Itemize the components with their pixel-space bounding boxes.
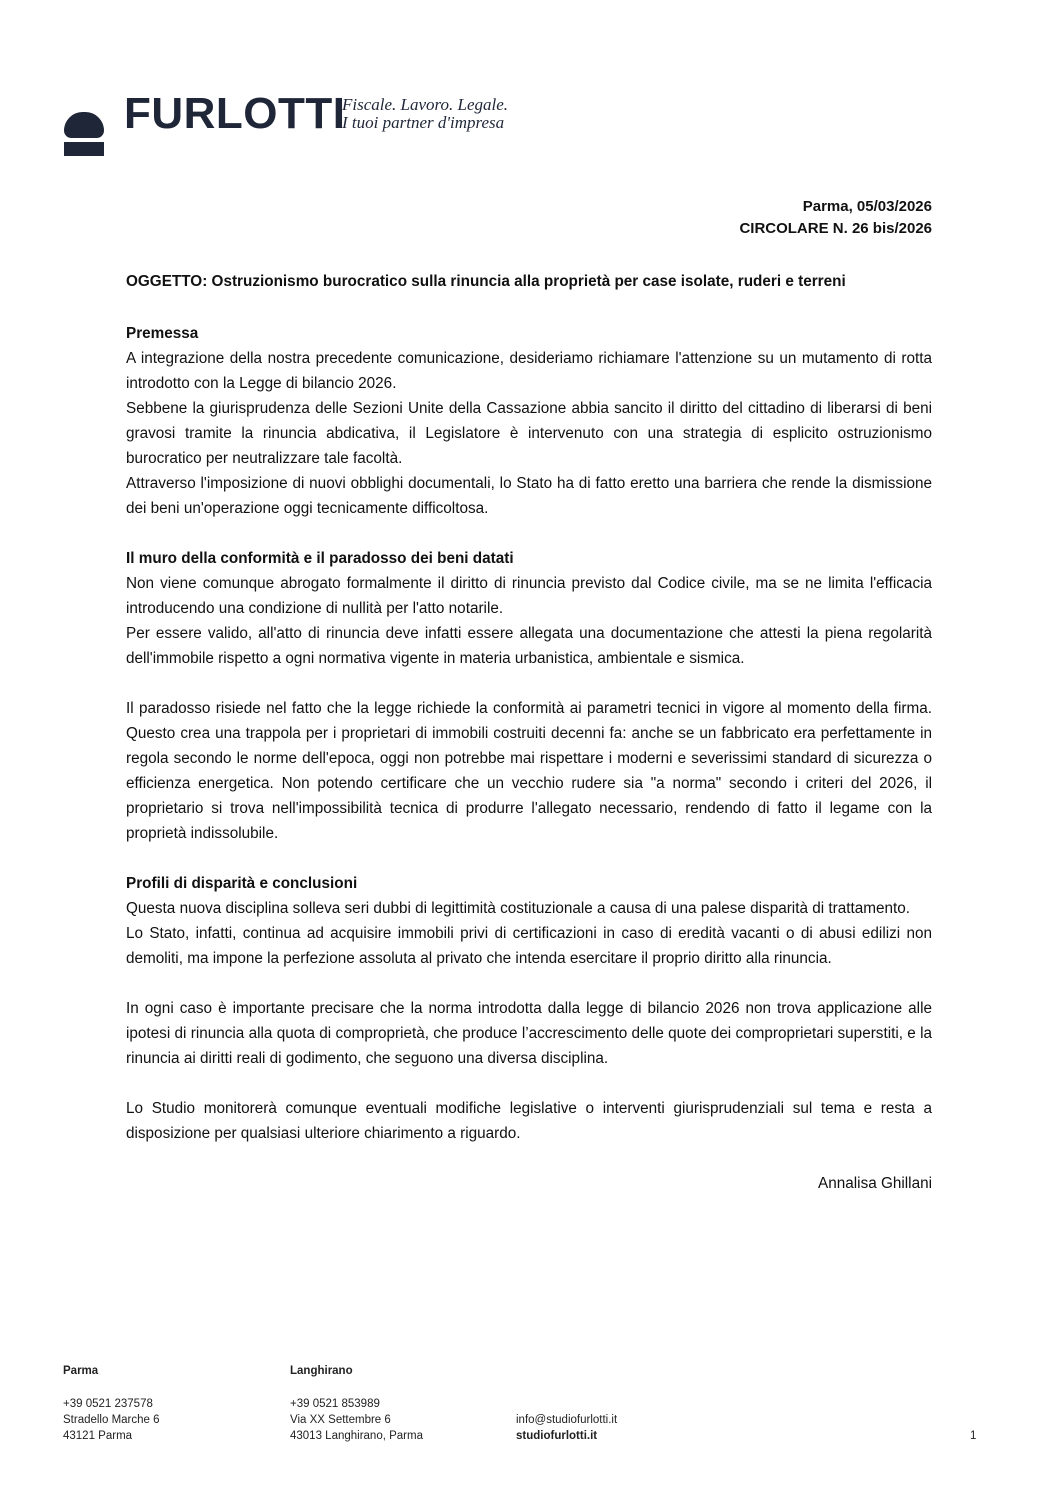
section-title: Il muro della conformità e il paradosso dei beni datati [126, 550, 514, 567]
logo-circle-shape [64, 112, 104, 138]
office-postal: 43013 Langhirano, Parma [290, 1430, 423, 1442]
office-address: Via XX Settembre 6 [290, 1414, 391, 1426]
section-muro-conformita [126, 546, 932, 846]
office-address: Stradello Marche 6 [63, 1414, 160, 1426]
office-phone[interactable]: +39 0521 853989 [290, 1398, 380, 1410]
paragraph: Lo Stato, infatti, continua ad acquisire immobili privi di certificazioni in caso di eredità vacanti o di abusi edilizi non demoliti, ma impone la perfezione assoluta al privato che intenda esercitare il proprio diritto alla rinuncia. [126, 925, 932, 967]
contact-info [516, 1412, 617, 1444]
company-logo [64, 116, 124, 142]
paragraph: A integrazione della nostra precedente comunicazione, desideriamo richiamare l'attenzione su un mutamento di rotta introdotto con la Legge di bilancio 2026. [126, 350, 932, 392]
paragraph: Per essere valido, all'atto di rinuncia deve infatti essere allegata una documentazione che attesti la piena regolarità dell'immobile rispetto a ogni normativa vigente in materia urbanistica, ambientale e sismica. [126, 625, 932, 667]
paragraph: Questa nuova disciplina solleva seri dubbi di legittimità costituzionale a causa di una palese disparità di trattamento. [126, 900, 910, 917]
closing-paragraph: Lo Studio monitorerà comunque eventuali modifiche legislative o interventi giurisprudenziali sul tema e resta a disposizione per qualsiasi ulteriore chiarimento a riguardo. [126, 1100, 932, 1142]
document-body [126, 269, 932, 1211]
paragraph: Sebbene la giurisprudenza delle Sezioni Unite della Cassazione abbia sancito il diritto del cittadino di liberarsi di beni gravosi tramite la rinuncia abdicativa, il Legislatore è intervenuto con una strategia di esplicito ostruzionismo burocratico per neutralizzare tale facoltà. [126, 400, 932, 467]
section-premessa [126, 321, 932, 521]
tagline-line-1: Fiscale. Lavoro. Legale. [342, 95, 509, 114]
website-link[interactable]: studiofurlotti.it [516, 1430, 598, 1442]
closing-paragraph: In ogni caso è importante precisare che la norma introdotta dalla legge di bilancio 2026 non trova applicazione alle ipotesi di rinuncia alla quota di comproprietà, che produce l’accrescimento delle quote dei comproprietari superstiti, e la rinuncia ai diritti reali di godimento, che seguono una diversa disciplina. [126, 1000, 932, 1067]
paragraph: Il paradosso risiede nel fatto che la legge richiede la conformità ai parametri tecnici in vigore al momento della firma. Questo crea una trappola per i proprietari di immobili costruiti decenni fa: anche se un fabbricato era perfettamente in regola secondo le norme dell'epoca, oggi non potrebbe mai rispettare i moderni e severissimi standard di sicurezza o efficienza energetica. Non potendo certificare che un vecchio rudere sia "a norma" secondo i criteri del 2026, il proprietario si trova nell'impossibilità tecnica di produrre l'allegato necessario, rendendo di fatto il legame con la proprietà indissolubile. [126, 700, 932, 842]
paragraph: Non viene comunque abrogato formalmente il diritto di rinuncia previsto dal Codice civile, ma se ne limita l'efficacia introducendo una condizione di nullità per l'atto notarile. [126, 575, 932, 617]
office-postal: 43121 Parma [63, 1430, 133, 1442]
section-title: Profili di disparità e conclusioni [126, 875, 358, 892]
subject-line: OGGETTO: Ostruzionismo burocratico sulla rinuncia alla proprietà per case isolate, ruderi e terreni [126, 273, 846, 290]
paragraph: Attraverso l'imposizione di nuovi obblighi documentali, lo Stato ha di fatto eretto una barriera che rende la dismissione dei beni un'operazione oggi tecnicamente difficoltosa. [126, 475, 932, 517]
tagline-line-2: I tuoi partner d'impresa [342, 113, 505, 132]
office-langhirano [290, 1363, 423, 1444]
office-phone[interactable]: +39 0521 237578 [63, 1398, 153, 1410]
signature: Annalisa Ghillani [818, 1175, 932, 1192]
office-city: Parma [63, 1365, 99, 1377]
brand-tagline [342, 96, 508, 132]
section-disparita-conclusioni [126, 871, 932, 971]
document-meta [739, 196, 932, 240]
place-date: Parma, 05/03/2026 [802, 198, 932, 215]
furlotti-logo-mark-icon [64, 116, 104, 142]
circular-number: CIRCOLARE N. 26 bis/2026 [739, 220, 932, 237]
office-city: Langhirano [290, 1365, 353, 1377]
brand-name: FURLOTTI [124, 89, 346, 138]
page-number: 1 [970, 1430, 977, 1442]
email-link[interactable]: info@studiofurlotti.it [516, 1414, 618, 1426]
section-title: Premessa [126, 325, 199, 342]
logo-base-shape [64, 142, 104, 156]
office-parma [63, 1363, 160, 1444]
